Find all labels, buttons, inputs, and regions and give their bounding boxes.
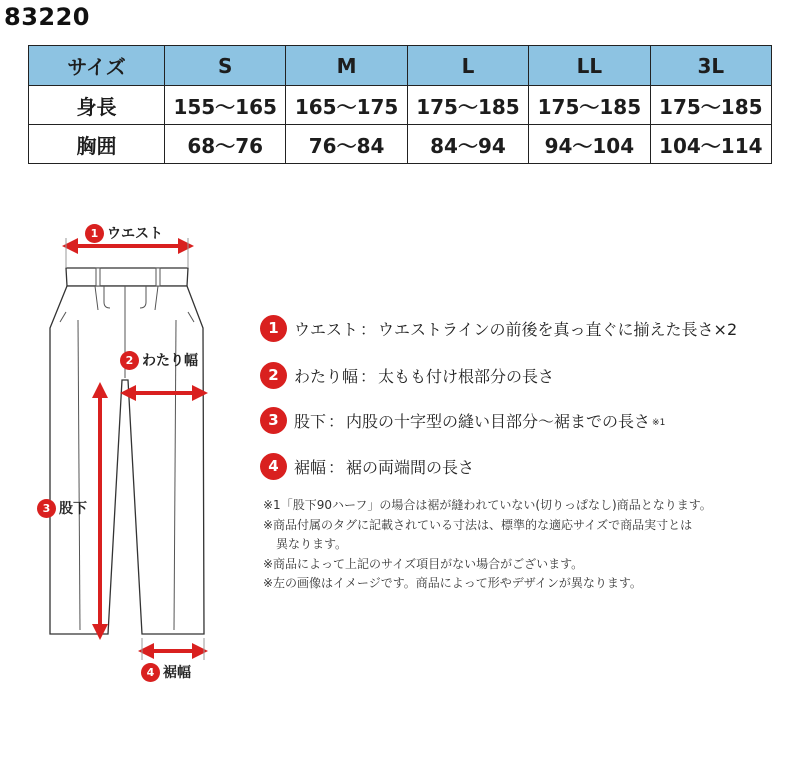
- figure-label-text: ウエスト: [107, 226, 163, 242]
- table-cell: 104〜114: [650, 125, 771, 164]
- pants-diagram: [0, 210, 240, 710]
- table-cell: 84〜94: [407, 125, 528, 164]
- figure-label-text: 裾幅: [163, 665, 191, 681]
- row-label-chest: 胸囲: [29, 125, 165, 164]
- definition-separator: ：: [328, 458, 345, 477]
- height-row: [29, 86, 772, 125]
- definition-thigh: [260, 362, 554, 389]
- figure-label-text: わたり幅: [142, 353, 198, 369]
- pants-outline: [50, 268, 204, 634]
- definition-hem: [260, 453, 474, 480]
- size-chart-table: [28, 45, 772, 164]
- size-header-row: [29, 46, 772, 86]
- number-badge: 2: [260, 362, 287, 389]
- number-badge: 4: [141, 663, 160, 682]
- footnotes: [263, 496, 773, 594]
- product-code: 83220: [4, 3, 90, 31]
- number-badge: 3: [260, 407, 287, 434]
- table-cell: 68〜76: [165, 125, 286, 164]
- definition-description: 内股の十字型の縫い目部分〜裾までの長さ: [346, 412, 651, 431]
- table-cell: 175〜185: [529, 86, 650, 125]
- footnote: ※商品付属のタグに記載されている寸法は、標準的な適応サイズで商品実寸とは: [263, 517, 693, 532]
- figure-label-text: 股下: [59, 501, 87, 517]
- number-badge: 4: [260, 453, 287, 480]
- definition-separator: ：: [328, 412, 345, 431]
- number-badge: 2: [120, 351, 139, 370]
- table-cell: 94〜104: [529, 125, 650, 164]
- table-cell: 165〜175: [286, 86, 407, 125]
- number-badge: 1: [260, 315, 287, 342]
- definition-footnote-ref: ※1: [652, 417, 666, 428]
- size-header-ll: LL: [529, 46, 650, 86]
- definition-term: 裾幅: [294, 458, 327, 477]
- definition-term: わたり幅: [294, 367, 359, 386]
- figure-label-inseam: [37, 498, 87, 518]
- number-badge: 3: [37, 499, 56, 518]
- footnote: ※1「股下90ハーフ」の場合は裾が縫われていない(切りっぱなし)商品となります。: [263, 498, 712, 512]
- definition-waist: [260, 315, 737, 342]
- chest-row: [29, 125, 772, 164]
- table-cell: 155〜165: [165, 86, 286, 125]
- size-header-3l: 3L: [650, 46, 771, 86]
- footnote: ※左の画像はイメージです。商品によって形やデザインが異なります。: [263, 576, 642, 590]
- definition-term: ウエスト: [294, 320, 359, 339]
- figure-label-thigh: [120, 350, 198, 370]
- definition-inseam: [260, 407, 665, 434]
- definition-term: 股下: [294, 412, 327, 431]
- size-header-m: M: [286, 46, 407, 86]
- size-header-l: L: [407, 46, 528, 86]
- definition-separator: ：: [360, 367, 377, 386]
- table-cell: 175〜185: [407, 86, 528, 125]
- number-badge: 1: [85, 224, 104, 243]
- size-header-label: サイズ: [29, 46, 165, 86]
- definition-separator: ：: [360, 320, 377, 339]
- size-header-s: S: [165, 46, 286, 86]
- footnote: 異なります。: [276, 537, 348, 551]
- definition-description: ウエストラインの前後を真っ直ぐに揃えた長さ×2: [378, 320, 738, 339]
- row-label-height: 身長: [29, 86, 165, 125]
- table-cell: 175〜185: [650, 86, 771, 125]
- definition-description: 裾の両端間の長さ: [346, 458, 475, 477]
- figure-label-hem: [141, 662, 191, 682]
- table-cell: 76〜84: [286, 125, 407, 164]
- footnote: ※商品によって上記のサイズ項目がない場合がございます。: [263, 556, 584, 571]
- definition-description: 太もも付け根部分の長さ: [378, 367, 555, 386]
- pants-measurement-figure: [0, 210, 240, 710]
- figure-label-waist: [85, 223, 163, 243]
